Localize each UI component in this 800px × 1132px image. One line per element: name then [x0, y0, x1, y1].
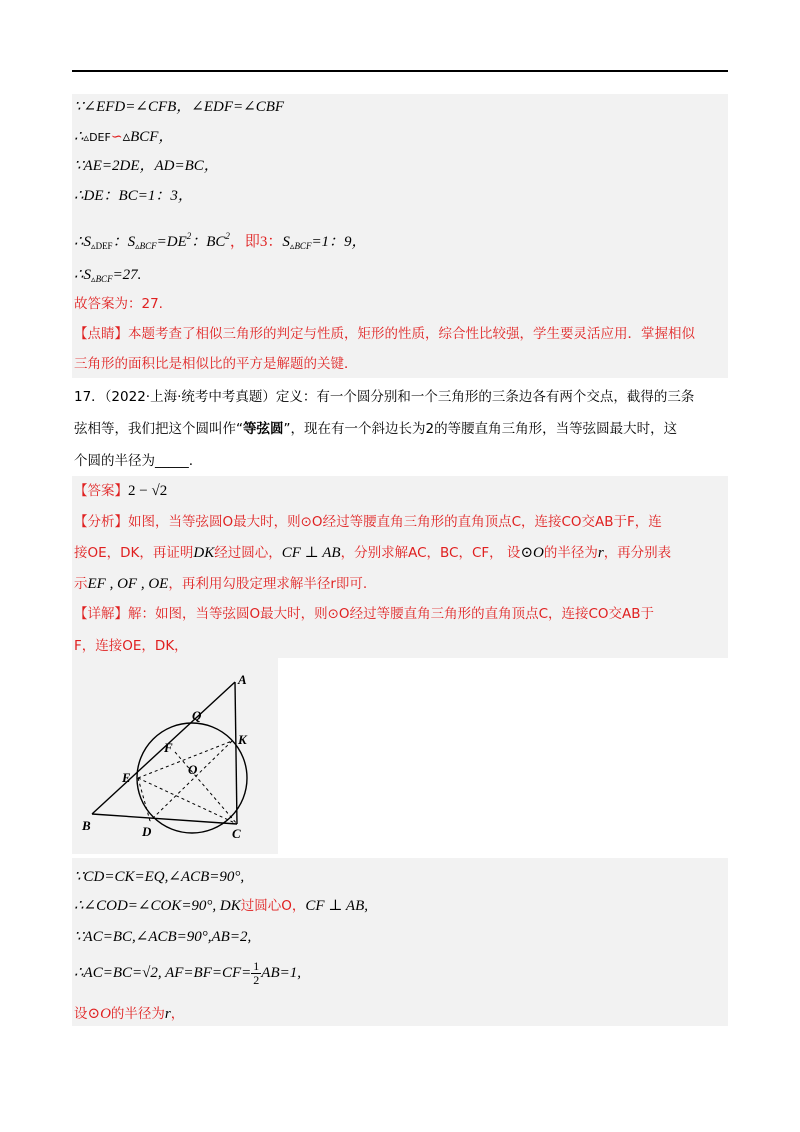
answer-statement: 故答案为：27. [74, 296, 163, 312]
solution-line-4: ∴AC=BC=√2, AF=BF=CF= $\frac{1}{2}$ AB=1, [74, 959, 301, 987]
segment-AC [235, 682, 237, 824]
label-C: C [232, 826, 241, 841]
header-rule [72, 70, 728, 72]
comment-line-1: 【点睛】本题考查了相似三角形的判定与性质，矩形的性质，综合性比较强，学生要灵活应用．掌握相似 [74, 326, 695, 342]
detail-line-2: F，连接OE，DK， [74, 638, 188, 654]
detail-line-1: 【详解】解：如图，当等弦圆O最大时，则⊙O经过等腰直角三角形的直角顶点C，连接CO交AB于 [74, 606, 655, 622]
label-E: E [122, 770, 131, 785]
step-ratio: ∴DE：BC=1：3， [74, 188, 193, 204]
segment-KD [150, 741, 232, 821]
analysis-line-3: 示EF , OF , OE，再利用勾股定理求解半径r即可. [74, 576, 368, 592]
step-angles: ∵∠EFD=∠CFB，∠EDF=∠CBF [74, 99, 285, 115]
question-line-1: 17．（2022·上海·统考中考真题）定义：有一个圆分别和一个三角形的三条边各有两个交点，截得的三条 [74, 389, 695, 405]
step-area-result: $\therefore S_{▵BCF}=27$. [74, 267, 142, 284]
step-area-ratio: $\therefore S_{▵DEF}$：$S_{▵BCF}=DE^2$：$BC^2$，即3：$S_{▵BCF}=1$：9， [74, 231, 367, 251]
step-ratio-given: ∵AE=2DE，AD=BC， [74, 158, 219, 174]
label-B: B [82, 818, 91, 833]
geometry-figure [72, 666, 278, 850]
answer-line: 【答案】2 − √2 [74, 483, 168, 499]
step-similar: ∴▵DEF∽▵BCF， [74, 129, 174, 145]
question-line-2: 弦相等，我们把这个圆叫作“等弦圆”，现在有一个斜边长为2的等腰直角三角形，当等弦圆最大时，这 [74, 421, 678, 437]
segment-ED [138, 778, 150, 821]
shade-answer-block [72, 476, 728, 658]
solution-line-5: 设⊙O的半径为r， [74, 1006, 185, 1022]
analysis-line-2: 接OE，DK，再证明DK经过圆心，CF ⊥ AB，分别求解AC，BC，CF， 设⊙O的半径为r，再分别表 [74, 545, 672, 561]
solution-line-3: ∵AC=BC,∠ACB=90°,AB=2, [74, 929, 252, 945]
label-O: O [188, 762, 198, 777]
segment-EK [138, 741, 232, 778]
label-A: A [238, 672, 247, 687]
comment-line-2: 三角形的面积比是相似比的平方是解题的关键． [74, 356, 358, 372]
solution-line-1: ∵CD=CK=EQ,∠ACB=90°, [74, 869, 245, 885]
question-line-3: 个圆的半径为_____. [74, 453, 194, 469]
segment-BC [92, 814, 237, 824]
label-Q: Q [192, 708, 202, 723]
label-D: D [142, 824, 152, 839]
solution-line-2: ∴∠COD=∠COK=90°, DK过圆心O，CF ⊥ AB, [74, 898, 368, 914]
label-F: F [164, 740, 173, 755]
label-K: K [238, 732, 247, 747]
analysis-line-1: 【分析】如图，当等弦圆O最大时，则⊙O经过等腰直角三角形的直角顶点C，连接CO交AB于F，连 [74, 514, 662, 530]
